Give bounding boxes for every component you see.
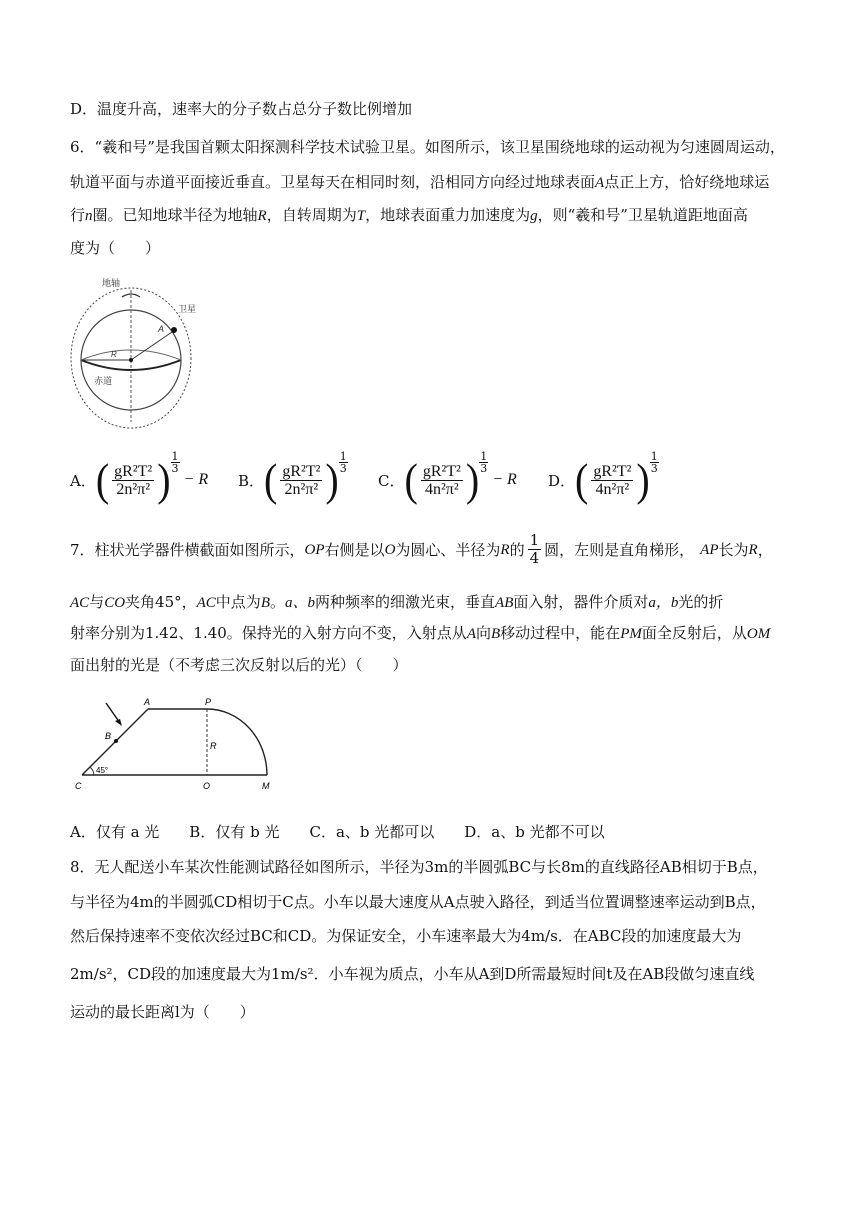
paren-close: ) [157,453,171,506]
q7-l1-r2: R [748,541,758,558]
q6-l3-g: g [530,208,538,224]
q8-line-1: 8．无人配送小车某次性能测试路径如图所示，半径为3m的半圆弧BC与长8m的直线路径AB相切于B点， [70,858,768,876]
q6-l2-text: 轨道平面与赤道平面接近垂直。卫星每天在相同时刻，沿相同方向经过地球表面 [70,173,596,191]
angle-arc [90,767,94,775]
opt-d-label: D． [548,471,576,490]
q6-l2-end: 点正上方，恰好绕地球运 [604,173,770,191]
ray-arrowhead [115,719,122,726]
opt-c-fraction: $\frac{\text{gR²T²}}{\text{4n²π²}}$ [422,462,461,498]
q6-line-2 [70,172,769,193]
q7-line-1 [70,532,773,567]
label-axis: 地轴 [102,278,121,288]
paren-open: ( [404,453,418,506]
q7-l1-op: OP [304,541,325,558]
q6-l3-mid: 圈。已知地球半径为地轴 [92,206,258,224]
q6-line-4: 度为（ ） [70,239,161,257]
q5-option-d: D．温度升高，速率大的分子数占总分子数比例增加 [70,100,413,118]
paren-open: ( [264,453,278,506]
opt-b-label: B． [238,471,265,490]
q7-l1-r: R [500,541,510,558]
paren-close: ) [325,453,339,506]
q7-l1-mid4: 圆，左则是直角梯形， [544,540,695,559]
q6-line-1: 6．“羲和号”是我国首颗太阳探测科学技术试验卫星。如图所示，该卫星围绕地球的运动视为匀速圆周运动， [70,138,785,156]
opt-b-exponent: 1 3 [339,450,347,475]
q7-l1-mid2: 为圆心、半径为 [395,540,501,559]
q7-line-2: AC与CO夹角45°，AC中点为B。a、b两种频率的细激光束，垂直AB面入射，器件介质对a，b光的折 [70,593,724,611]
q6-l3-n: n [85,208,93,224]
q8-line-5: 运动的最长距离l为（ ） [70,1003,255,1021]
opt-a-label: A． [70,471,96,490]
q7-l1-o: O [384,541,396,558]
opt-a-tail: − R [183,471,209,488]
q6-earth-figure [68,272,213,432]
q6-l3-mid2: ，自转周期为 [266,206,357,224]
opt-b-fraction: $\frac{\text{gR²T²}}{\text{2n²π²}}$ [282,462,321,498]
q6-line-3 [70,205,748,226]
label-p: P [205,697,212,707]
q6-option-a [70,450,209,506]
opt-d-exponent: 1 3 [650,450,658,475]
point-b [114,739,118,743]
q7-l1-mid5: 长为 [718,540,749,559]
opt-a-exponent: 1 3 [171,450,179,475]
label-b: B [105,731,112,741]
paren-open: ( [575,453,589,506]
paren-close: ) [465,453,480,506]
q6-option-c [378,450,517,506]
label-r: R [210,741,217,751]
q6-option-b [238,450,348,506]
q6-l2-a: A [595,175,605,191]
q7-l1-ap: AP [700,541,719,558]
label-r: R [111,350,117,359]
label-equator: 赤道 [94,376,113,386]
q7-quarter-fraction: $\frac{1}{4}$ [529,531,540,567]
satellite-dot [171,327,177,333]
paren-close: ) [636,453,650,506]
label-c: C [75,781,82,791]
q7-line-3: 射率分别为1.42、1.40。保持光的入射方向不变，入射点从A向B移动过程中，能在PM面全反射后，从OM [70,624,771,642]
paren-open: ( [95,453,110,506]
label-a: A [158,324,165,334]
label-angle: 45° [96,766,109,775]
q7-l1-mid3: 的 [509,540,525,559]
q6-l3-pre: 行 [70,206,86,224]
q6-option-d [548,450,659,506]
opt-c-label: C． [378,471,405,490]
opt-c-exponent: 1 3 [480,450,488,475]
q6-l3-t: T [356,208,366,224]
opt-a-fraction: $\frac{\text{gR²T²}}{\text{2n²π²}}$ [114,462,153,498]
opt-d-fraction: $\frac{\text{gR²T²}}{\text{4n²π²}}$ [593,462,632,498]
label-m: M [262,781,270,791]
q7-options: A．仅有 a 光 B．仅有 b 光 C．a、b 光都可以 D．a、b 光都不可以 [70,823,605,841]
q7-l1-pre: 7．柱状光学器件横截面如图所示， [70,540,305,559]
q6-l3-r: R [257,208,267,224]
q7-l1-end: ， [757,540,773,559]
q7-line-4: 面出射的光是（不考虑三次反射以后的光）（ ） [70,656,408,674]
q6-l3-mid3: ，地球表面重力加速度为 [365,206,531,224]
q7-l1-mid: 右侧是以 [324,540,385,559]
q8-line-4: 2m/s²，CD段的加速度最大为1m/s²．小车视为质点，小车从A到D所需最短时间t及在AB段做匀速直线 [70,965,755,983]
center-dot [129,358,133,362]
q7-optics-figure [72,693,277,795]
q6-l3-end: ，则“羲和号”卫星轨道距地面高 [537,206,748,224]
opt-c-tail: − R [492,471,517,488]
radius-line [131,332,172,360]
label-sat: 卫星 [178,304,197,314]
q8-line-2: 与半径为4m的半圆弧CD相切于C点。小车以最大速度从A点驶入路径，到适当位置调整速率运动到B点， [70,893,766,911]
label-a: A [144,697,151,707]
q8-line-3: 然后保持速率不变依次经过BC和CD。为保证安全，小车速率最大为4m/s．在ABC段的加速度最大为 [70,927,742,945]
label-o: O [203,781,211,791]
